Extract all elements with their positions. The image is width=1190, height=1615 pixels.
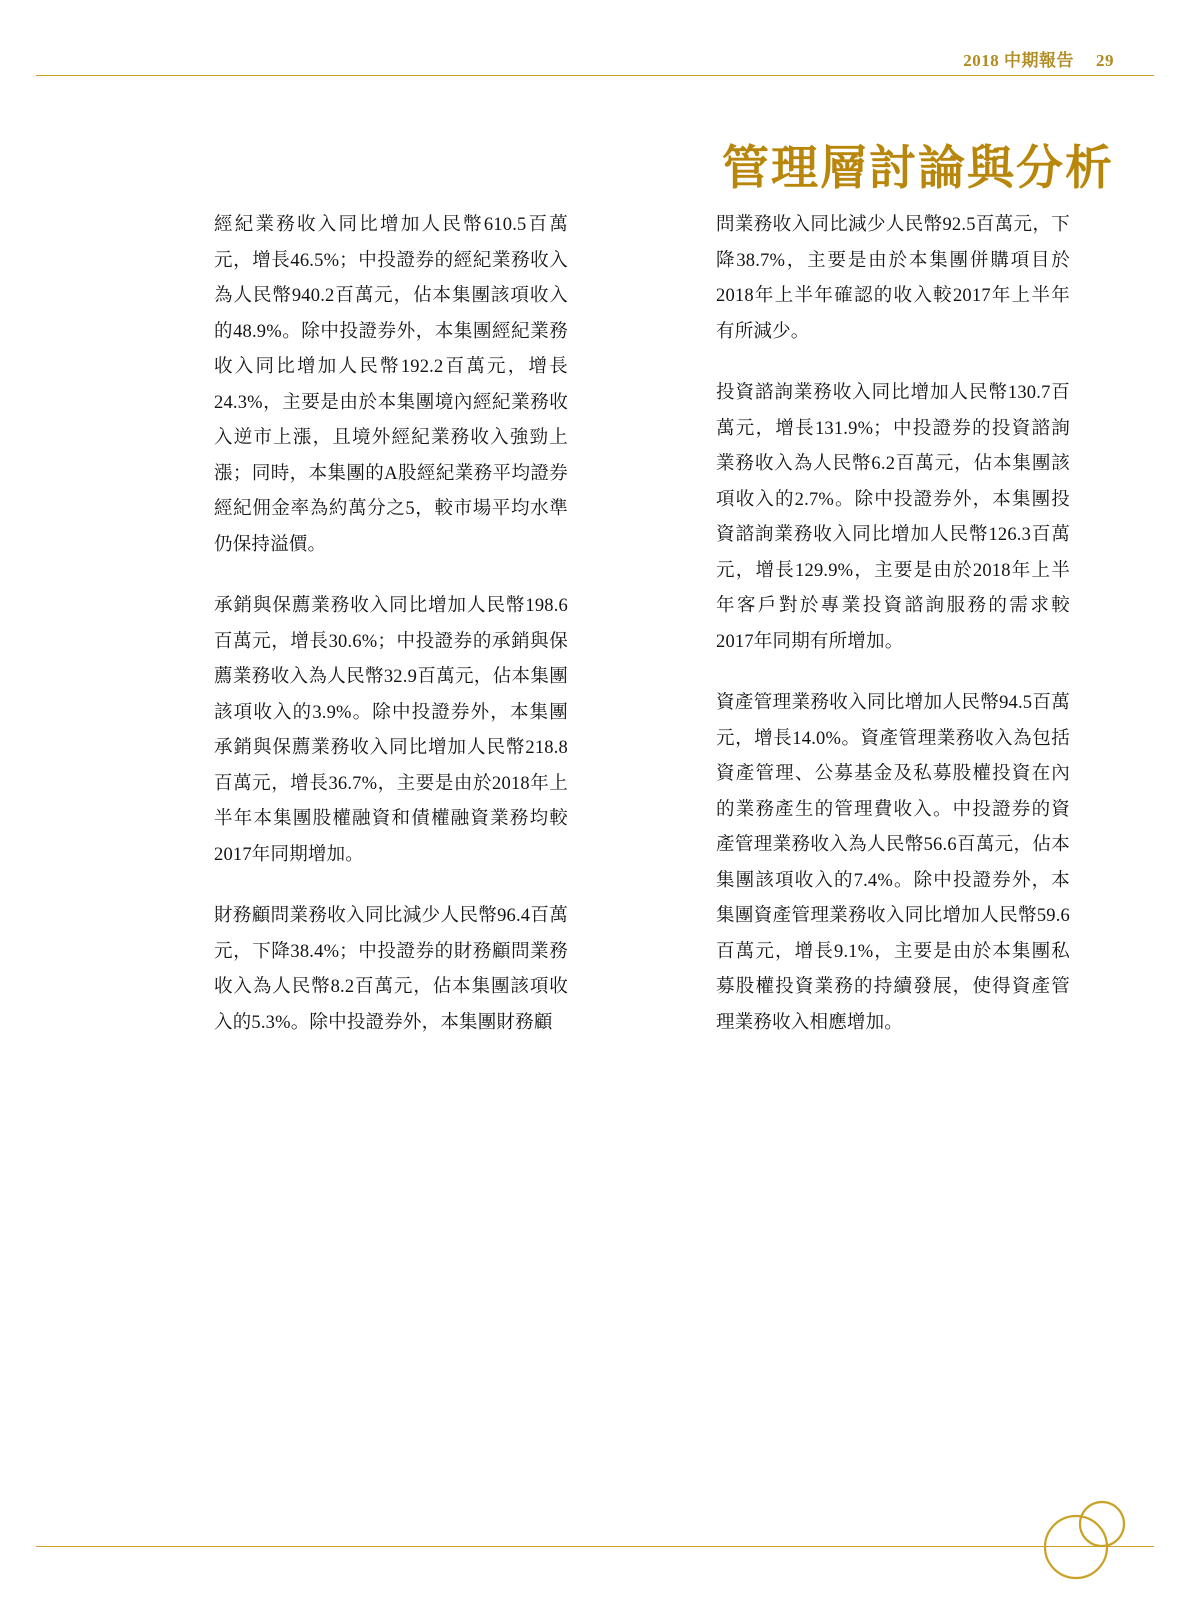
right-column	[716, 208, 1070, 1041]
left-column	[214, 208, 568, 1041]
page-number: 29	[1096, 51, 1114, 70]
circles-ornament-icon	[1036, 1491, 1132, 1587]
paragraph: 投資諮詢業務收入同比增加人民幣130.7百萬元，增長131.9%；中投證券的投資諮詢業務收入為人民幣6.2百萬元，佔本集團該項收入的2.7%。除中投證券外，本集團投資諮詢業務收入同比增加人民幣126.3百萬元，增長129.9%，主要是由於2018年上半年客戶對於專業投資諮詢服務的需求較2017年同期有所增加。	[716, 383, 1070, 652]
paragraph: 資產管理業務收入同比增加人民幣94.5百萬元，增長14.0%。資產管理業務收入為包括資產管理、公募基金及私募股權投資在內的業務產生的管理費收入。中投證券的資產管理業務收入為人民幣56.6百萬元，佔本集團該項收入的7.4%。除中投證券外，本集團資產管理業務收入同比增加人民幣59.6百萬元，增長9.1%，主要是由於本集團私募股權投資業務的持續發展，使得資產管理業務收入相應增加。	[716, 693, 1070, 1033]
paragraph: 經紀業務收入同比增加人民幣610.5百萬元，增長46.5%；中投證券的經紀業務收入為人民幣940.2百萬元，佔本集團該項收入的48.9%。除中投證券外，本集團經紀業務收入同比增加人民幣192.2百萬元，增長24.3%，主要是由於本集團境內經紀業務收入逆市上漲，且境外經紀業務收入強勁上漲；同時，本集團的A股經紀業務平均證券經紀佣金率為約萬分之5，較市場平均水準仍保持溢價。	[214, 215, 568, 555]
body-columns	[214, 208, 1070, 1041]
page-header	[0, 46, 1190, 76]
paragraph: 財務顧問業務收入同比減少人民幣96.4百萬元，下降38.4%；中投證券的財務顧問業務收入為人民幣8.2百萬元，佔本集團該項收入的5.3%。除中投證券外，本集團財務顧	[214, 906, 568, 1033]
paragraph: 問業務收入同比減少人民幣92.5百萬元，下降38.7%，主要是由於本集團併購項目於2018年上半年確認的收入較2017年上半年有所減少。	[716, 215, 1070, 342]
header-divider	[36, 75, 1154, 76]
paragraph: 承銷與保薦業務收入同比增加人民幣198.6百萬元，增長30.6%；中投證券的承銷與保薦業務收入為人民幣32.9百萬元，佔本集團該項收入的3.9%。除中投證券外，本集團承銷與保薦業務收入同比增加人民幣218.8百萬元，增長36.7%，主要是由於2018年上半年本集團股權融資和債權融資業務均較2017年同期增加。	[214, 596, 568, 865]
footer-divider	[36, 1546, 1154, 1547]
page-title: 管理層討論與分析	[722, 143, 1114, 196]
report-title: 2018 中期報告	[963, 51, 1074, 70]
header-running-title	[963, 46, 1114, 71]
